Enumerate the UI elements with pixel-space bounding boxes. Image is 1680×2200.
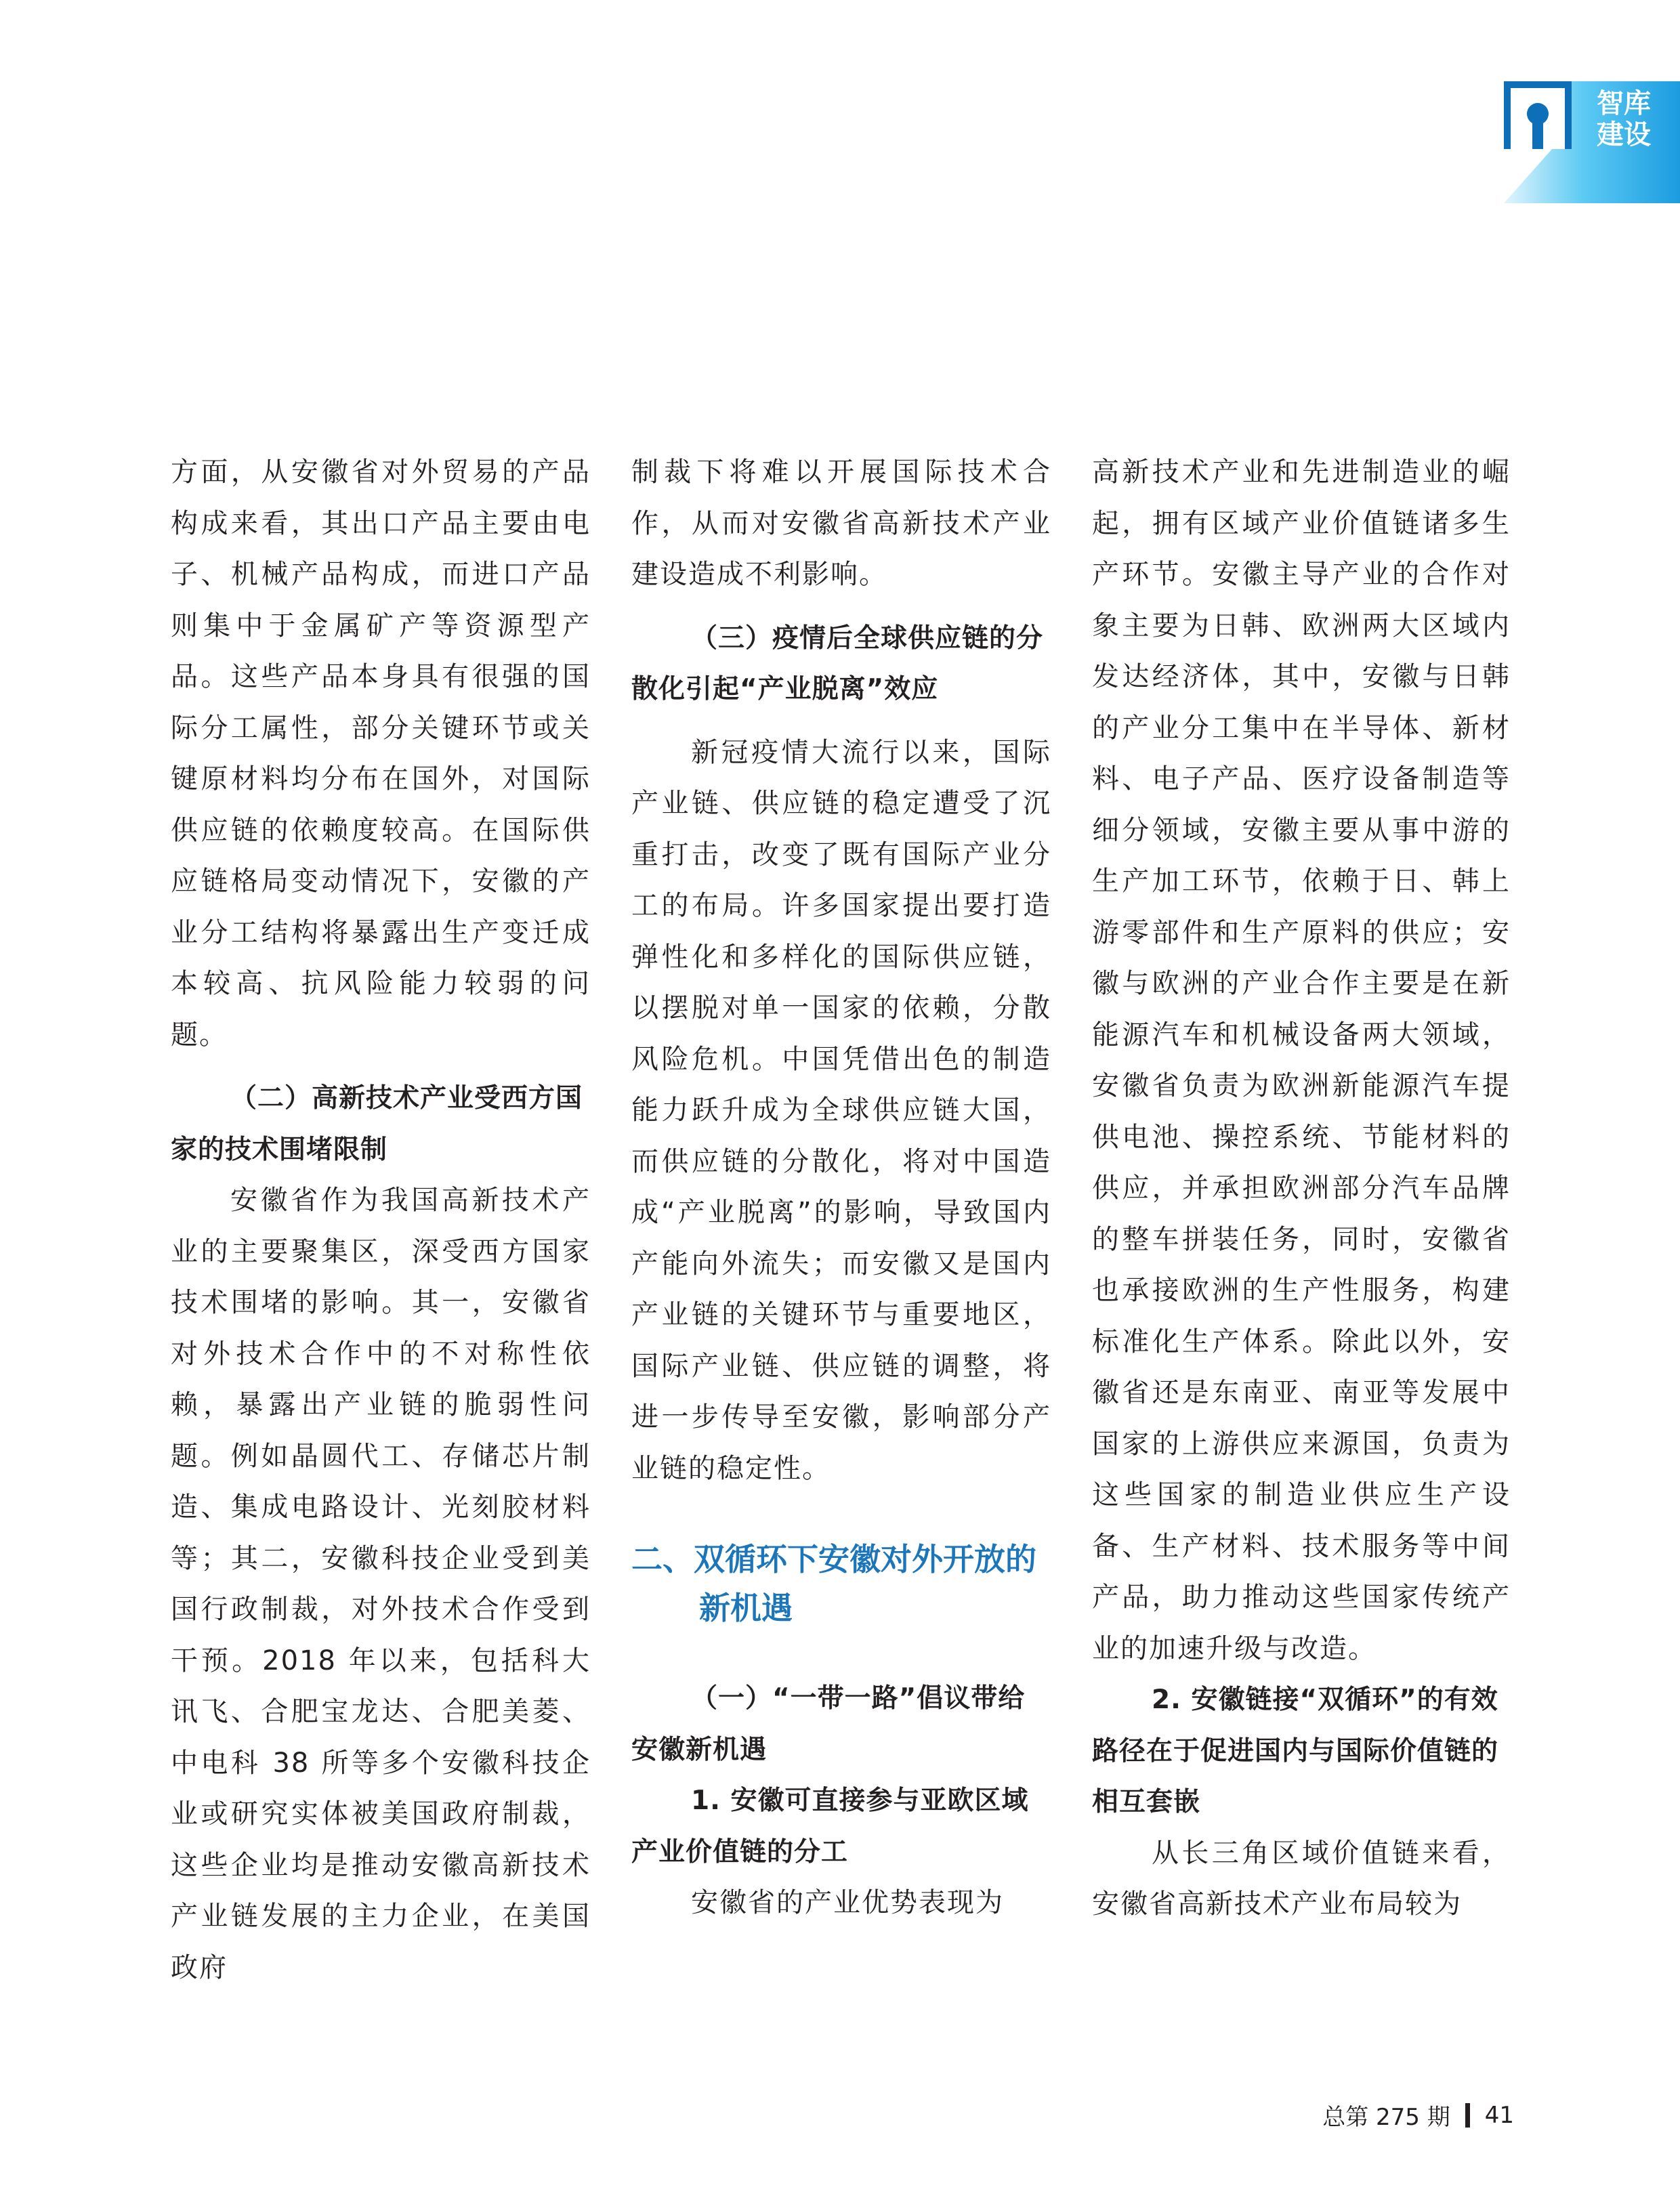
- body-paragraph: 方面，从安徽省对外贸易的产品构成来看，其出口产品主要由电子、机械产品构成，而进口产品则集中于金属矿产等资源型产品。这些产品本身具有很强的国际分工属性，部分关键环节或关键原材料均分布在国外，对国际供应链的依赖度较高。在国际供应链格局变动情况下，安徽的产业分工结构将暴露出生产变迁成本较高、抗风险能力较弱的问题。: [171, 457, 591, 1051]
- subheading: 2. 安徽链接“双循环”的有效路径在于促进国内与国际价值链的相互套嵌: [1092, 1685, 1499, 1817]
- subheading: （三）疫情后全球供应链的分散化引起“产业脱离”效应: [631, 622, 1044, 704]
- body-paragraph: 制裁下将难以开展国际技术合作，从而对安徽省高新技术产业建设造成不利影响。: [631, 457, 1051, 590]
- body-paragraph: 高新技术产业和先进制造业的崛起，拥有区域产业价值链诸多生产环节。安徽主导产业的合作对象主要为日韩、欧洲两大区域内发达经济体，其中，安徽与日韩的产业分工集中在半导体、新材料、电子产品、医疗设备制造等细分领域，安徽主要从事中游的生产加工环节，依赖于日、韩上游零部件和生产原料的供应；安徽与欧洲的产业合作主要是在新能源汽车和机械设备两大领域，安徽省负责为欧洲新能源汽车提供电池、操控系统、节能材料的供应，并承担欧洲部分汽车品牌的整车拼装任务，同时，安徽省也承接欧洲的生产性服务，构建标准化生产体系。除此以外，安徽省还是东南亚、南亚等发展中国家的上游供应来源国，负责为这些国家的制造业供应生产设备、生产材料、技术服务等中间产品，助力推动这些国家传统产业的加速升级与改造。: [1092, 457, 1511, 1664]
- section-heading: 二、双循环下安徽对外开放的新机遇: [631, 1541, 1036, 1626]
- subheading: （二）高新技术产业受西方国家的技术围堵限制: [171, 1083, 583, 1165]
- column-left: [171, 447, 591, 1993]
- subheading: （一）“一带一路”倡议带给安徽新机遇: [631, 1683, 1026, 1765]
- column-right: [1092, 447, 1511, 1930]
- issue-number: 总第 275 期: [1322, 2104, 1450, 2131]
- body-paragraph: 新冠疫情大流行以来，国际产业链、供应链的稳定遭受了沉重打击，改变了既有国际产业分工的布局。许多国家提出要打造弹性化和多样化的国际供应链，以摆脱对单一国家的依赖，分散风险危机。中国凭借出色的制造能力跃升成为全球供应链大国，而供应链的分散化，将对中国造成“产业脱离”的影响，导致国内产能向外流失；而安徽又是国内产业链的关键环节与重要地区，国际产业链、供应链的调整，将进一步传导至安徽，影响部分产业链的稳定性。: [631, 736, 1051, 1484]
- body-paragraph: 安徽省的产业优势表现为: [691, 1887, 1004, 1918]
- badge-title: 智库 建设: [1597, 88, 1651, 150]
- column-middle: [631, 447, 1051, 1929]
- section-badge: [1504, 81, 1680, 251]
- subheading: 1. 安徽可直接参与亚欧区域产业价值链的分工: [631, 1785, 1029, 1867]
- footer-divider: [1465, 2103, 1470, 2128]
- page-number: 41: [1484, 2101, 1514, 2129]
- page-footer: [1322, 2098, 1514, 2132]
- body-paragraph: 安徽省作为我国高新技术产业的主要聚集区，深受西方国家技术围堵的影响。其一，安徽省对外技术合作中的不对称性依赖，暴露出产业链的脆弱性问题。例如晶圆代工、存储芯片制造、集成电路设计、光刻胶材料等；其二，安徽科技企业受到美国行政制裁，对外技术合作受到干预。2018 年以来，包括科大讯飞、合肥宝龙达、合肥美菱、中电科 38 所等多个安徽科技企业或研究实体被美国政府制裁，这些企业均是推动安徽高新技术产业链发展的主力企业，在美国政府: [171, 1185, 591, 1983]
- keyhole-icon: [1504, 81, 1572, 149]
- body-paragraph: 从长三角区域价值链来看，安徽省高新技术产业布局较为: [1092, 1837, 1511, 1920]
